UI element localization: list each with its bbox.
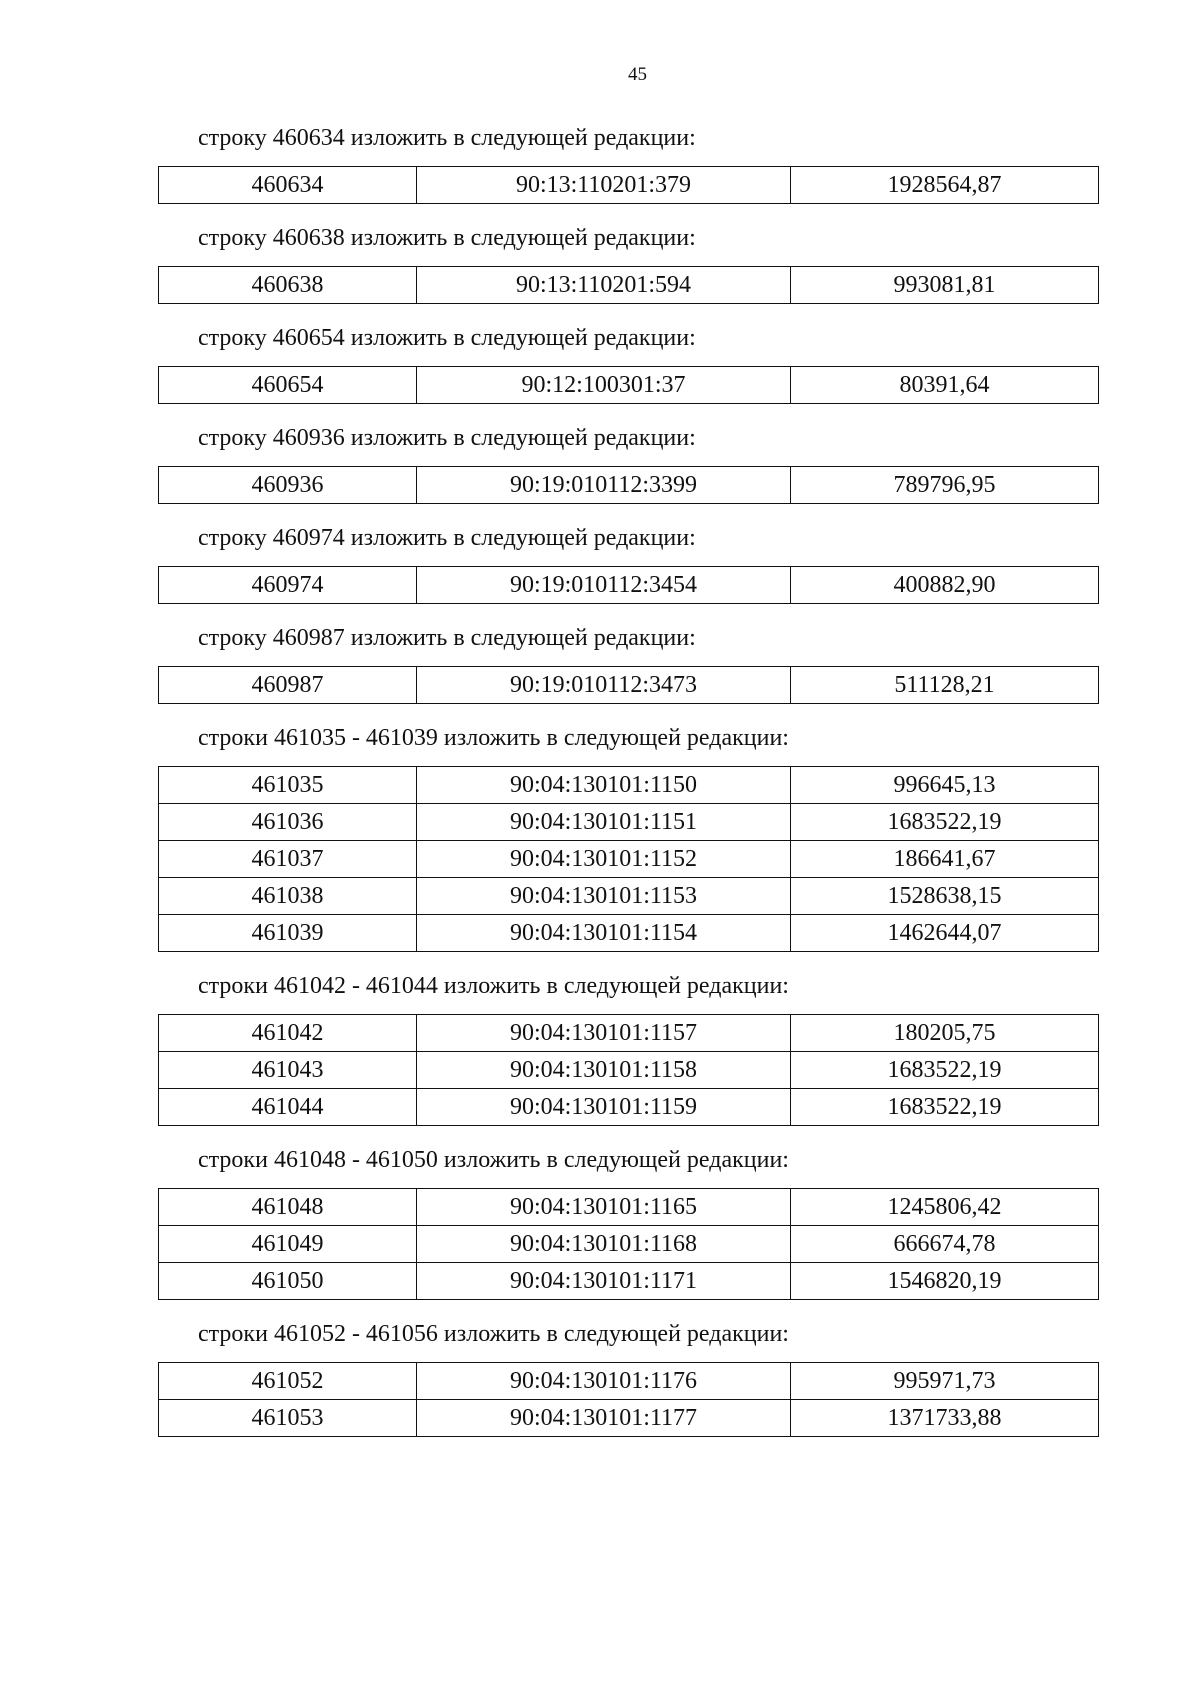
value-cell: 993081,81 — [791, 267, 1099, 304]
amendment-section — [158, 624, 1098, 704]
row-number-cell: 461037 — [159, 841, 417, 878]
value-cell: 400882,90 — [791, 567, 1099, 604]
amendment-section — [158, 124, 1098, 204]
row-number-cell: 461050 — [159, 1263, 417, 1300]
cadastral-number-cell: 90:04:130101:1159 — [417, 1089, 791, 1126]
amendment-section — [158, 972, 1098, 1126]
cadastral-number-cell: 90:04:130101:1176 — [417, 1363, 791, 1400]
amendment-heading: строки 461052 - 461056 изложить в следующей редакции: — [198, 1321, 789, 1347]
row-number-cell: 460936 — [159, 467, 417, 504]
value-cell: 186641,67 — [791, 841, 1099, 878]
amendment-table — [158, 266, 1099, 304]
cadastral-number-cell: 90:12:100301:37 — [417, 367, 791, 404]
row-number-cell: 461042 — [159, 1015, 417, 1052]
amendment-table — [158, 166, 1099, 204]
cadastral-number-cell: 90:04:130101:1168 — [417, 1226, 791, 1263]
row-number-cell: 460974 — [159, 567, 417, 604]
table-row — [159, 767, 1099, 804]
row-number-cell: 461043 — [159, 1052, 417, 1089]
value-cell: 1245806,42 — [791, 1189, 1099, 1226]
cadastral-number-cell: 90:04:130101:1171 — [417, 1263, 791, 1300]
amendment-section — [158, 224, 1098, 304]
page-number: 45 — [628, 64, 647, 85]
cadastral-number-cell: 90:04:130101:1150 — [417, 767, 791, 804]
table-row — [159, 841, 1099, 878]
amendment-heading: строку 460987 изложить в следующей редакции: — [198, 625, 696, 651]
row-number-cell: 460638 — [159, 267, 417, 304]
amendment-heading: строки 461042 - 461044 изложить в следующей редакции: — [198, 973, 789, 999]
row-number-cell: 461036 — [159, 804, 417, 841]
cadastral-number-cell: 90:04:130101:1154 — [417, 915, 791, 952]
amendment-heading: строки 461048 - 461050 изложить в следующей редакции: — [198, 1147, 789, 1173]
row-number-cell: 461039 — [159, 915, 417, 952]
value-cell: 1371733,88 — [791, 1400, 1099, 1437]
amendment-section — [158, 524, 1098, 604]
row-number-cell: 461053 — [159, 1400, 417, 1437]
amendment-heading: строку 460638 изложить в следующей редакции: — [198, 225, 696, 251]
amendment-table — [158, 766, 1099, 952]
table-row — [159, 567, 1099, 604]
cadastral-number-cell: 90:19:010112:3473 — [417, 667, 791, 704]
table-row — [159, 667, 1099, 704]
cadastral-number-cell: 90:04:130101:1177 — [417, 1400, 791, 1437]
amendment-heading: строку 460936 изложить в следующей редакции: — [198, 425, 696, 451]
table-row — [159, 1263, 1099, 1300]
cadastral-number-cell: 90:19:010112:3399 — [417, 467, 791, 504]
value-cell: 80391,64 — [791, 367, 1099, 404]
amendment-heading: строки 461035 - 461039 изложить в следующей редакции: — [198, 725, 789, 751]
amendment-table — [158, 366, 1099, 404]
cadastral-number-cell: 90:04:130101:1165 — [417, 1189, 791, 1226]
amendment-section — [158, 1146, 1098, 1300]
table-row — [159, 878, 1099, 915]
value-cell: 1683522,19 — [791, 1089, 1099, 1126]
value-cell: 511128,21 — [791, 667, 1099, 704]
table-row — [159, 1052, 1099, 1089]
value-cell: 1928564,87 — [791, 167, 1099, 204]
value-cell: 1462644,07 — [791, 915, 1099, 952]
row-number-cell: 461048 — [159, 1189, 417, 1226]
cadastral-number-cell: 90:04:130101:1158 — [417, 1052, 791, 1089]
table-row — [159, 1400, 1099, 1437]
table-row — [159, 1226, 1099, 1263]
value-cell: 1683522,19 — [791, 804, 1099, 841]
table-row — [159, 915, 1099, 952]
value-cell: 1528638,15 — [791, 878, 1099, 915]
cadastral-number-cell: 90:04:130101:1153 — [417, 878, 791, 915]
amendment-table — [158, 1014, 1099, 1126]
row-number-cell: 460987 — [159, 667, 417, 704]
value-cell: 995971,73 — [791, 1363, 1099, 1400]
row-number-cell: 461035 — [159, 767, 417, 804]
amendment-heading: строку 460974 изложить в следующей редакции: — [198, 525, 696, 551]
value-cell: 1546820,19 — [791, 1263, 1099, 1300]
amendment-table — [158, 1362, 1099, 1437]
cadastral-number-cell: 90:13:110201:594 — [417, 267, 791, 304]
table-row — [159, 804, 1099, 841]
document-body — [158, 124, 1098, 1457]
amendment-table — [158, 1188, 1099, 1300]
table-row — [159, 167, 1099, 204]
row-number-cell: 461044 — [159, 1089, 417, 1126]
amendment-section — [158, 724, 1098, 952]
table-row — [159, 267, 1099, 304]
cadastral-number-cell: 90:13:110201:379 — [417, 167, 791, 204]
cadastral-number-cell: 90:04:130101:1151 — [417, 804, 791, 841]
row-number-cell: 461049 — [159, 1226, 417, 1263]
value-cell: 180205,75 — [791, 1015, 1099, 1052]
table-row — [159, 1089, 1099, 1126]
table-row — [159, 1015, 1099, 1052]
table-row — [159, 467, 1099, 504]
value-cell: 666674,78 — [791, 1226, 1099, 1263]
row-number-cell: 461038 — [159, 878, 417, 915]
value-cell: 789796,95 — [791, 467, 1099, 504]
amendment-table — [158, 666, 1099, 704]
row-number-cell: 460654 — [159, 367, 417, 404]
row-number-cell: 460634 — [159, 167, 417, 204]
amendment-section — [158, 324, 1098, 404]
cadastral-number-cell: 90:04:130101:1152 — [417, 841, 791, 878]
table-row — [159, 1189, 1099, 1226]
row-number-cell: 461052 — [159, 1363, 417, 1400]
table-row — [159, 1363, 1099, 1400]
cadastral-number-cell: 90:19:010112:3454 — [417, 567, 791, 604]
amendment-section — [158, 1320, 1098, 1437]
cadastral-number-cell: 90:04:130101:1157 — [417, 1015, 791, 1052]
amendment-heading: строку 460654 изложить в следующей редакции: — [198, 325, 696, 351]
value-cell: 1683522,19 — [791, 1052, 1099, 1089]
amendment-table — [158, 466, 1099, 504]
amendment-table — [158, 566, 1099, 604]
amendment-heading: строку 460634 изложить в следующей редакции: — [198, 125, 696, 151]
amendment-section — [158, 424, 1098, 504]
table-row — [159, 367, 1099, 404]
value-cell: 996645,13 — [791, 767, 1099, 804]
